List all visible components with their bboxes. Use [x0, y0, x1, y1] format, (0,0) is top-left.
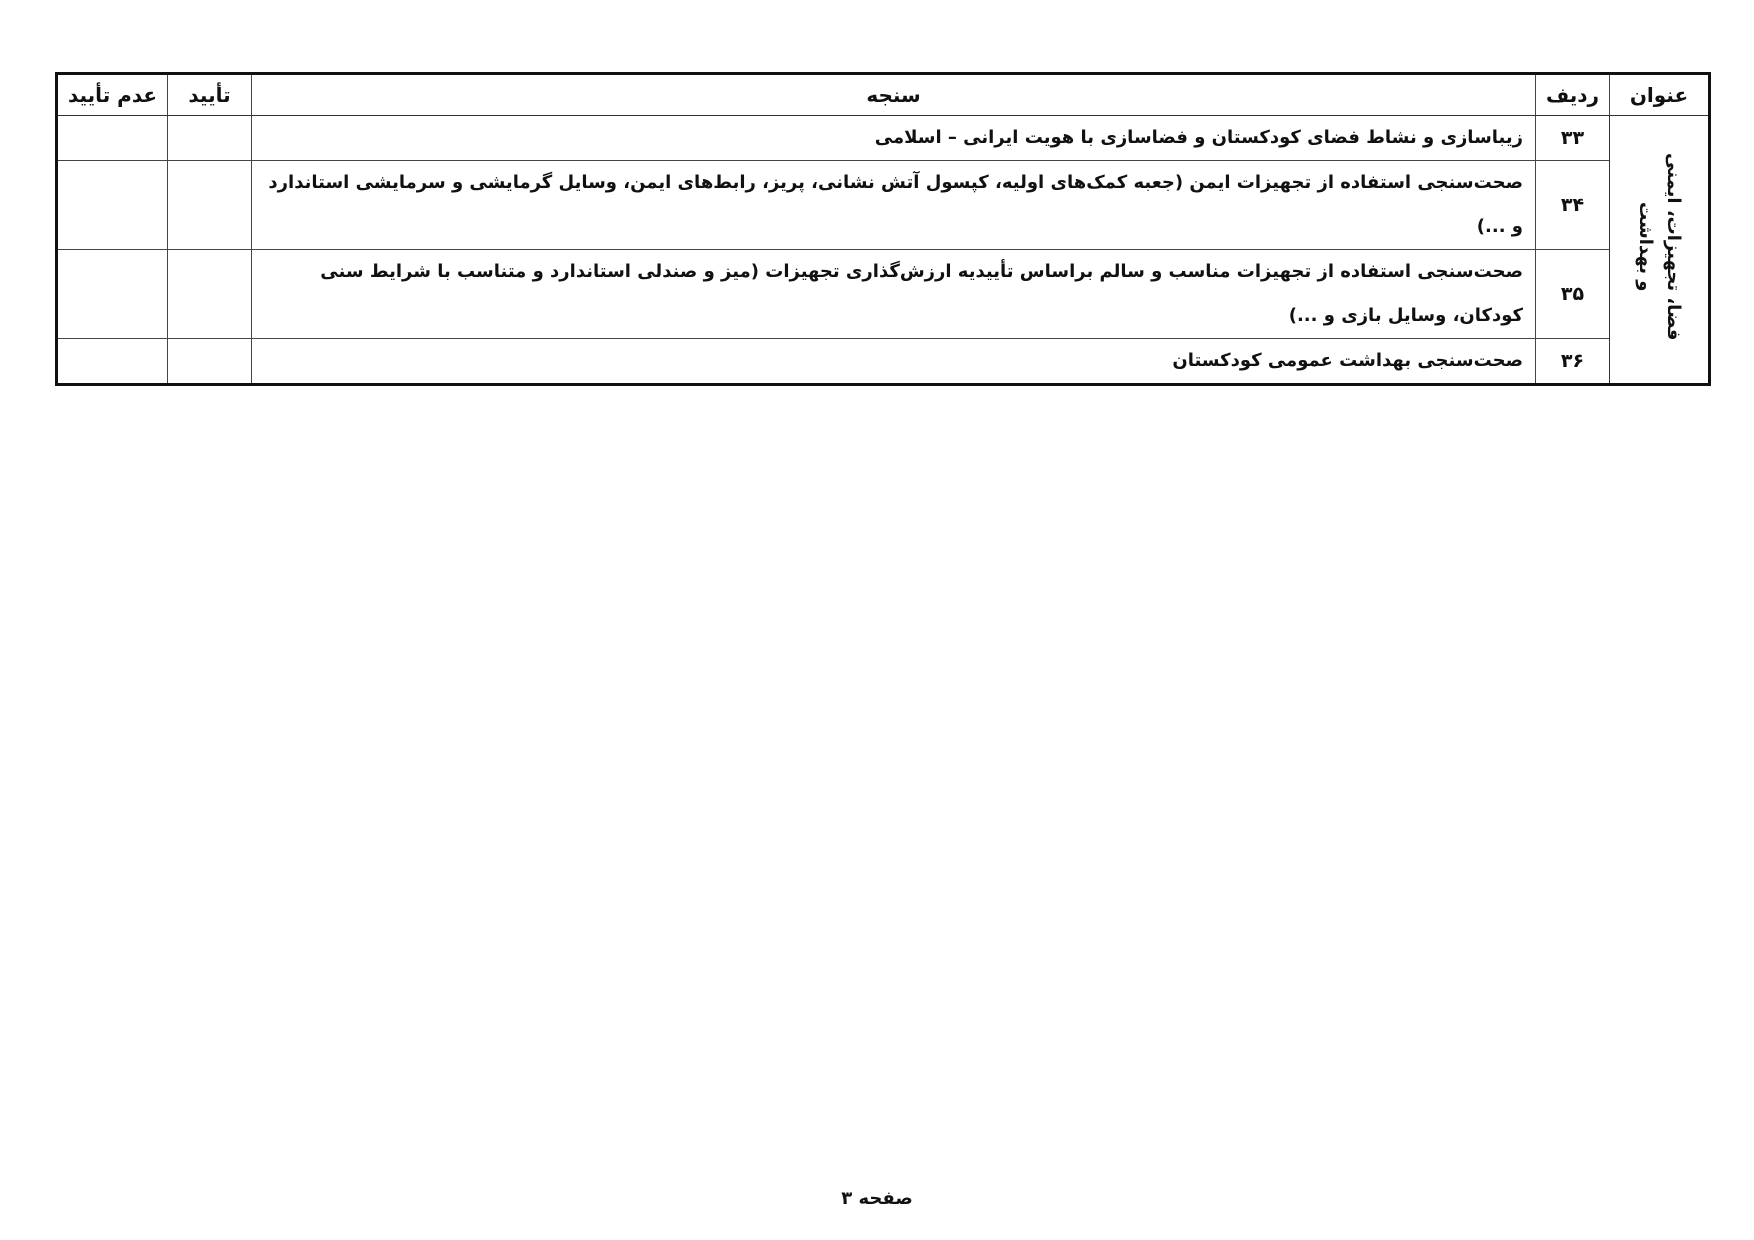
row-number: ۳۴: [1536, 161, 1610, 250]
header-row-number: ردیف: [1536, 74, 1610, 116]
approve-cell[interactable]: [168, 250, 252, 339]
table-row: [57, 250, 1710, 339]
approve-cell[interactable]: [168, 161, 252, 250]
approve-cell[interactable]: [168, 116, 252, 161]
reject-cell[interactable]: [57, 161, 168, 250]
header-title: عنوان: [1610, 74, 1710, 116]
header-metric: سنجه: [252, 74, 1536, 116]
row-number: ۳۳: [1536, 116, 1610, 161]
row-number: ۳۶: [1536, 339, 1610, 385]
checklist-table: [55, 72, 1711, 386]
metric-text: زیباسازی و نشاط فضای کودکستان و فضاسازی با هویت ایرانی – اسلامی: [252, 116, 1536, 161]
metric-text: صحت‌سنجی بهداشت عمومی کودکستان: [252, 339, 1536, 385]
approve-cell[interactable]: [168, 339, 252, 385]
page-number: صفحه ۳: [841, 1188, 913, 1209]
reject-cell[interactable]: [57, 116, 168, 161]
category-cell: [1610, 116, 1710, 385]
table-row: [57, 161, 1710, 250]
table-row: [57, 339, 1710, 385]
metric-text: صحت‌سنجی استفاده از تجهیزات مناسب و سالم براساس تأییدیه ارزش‌گذاری تجهیزات (میز و صندلی استاندارد و متناسب با شرایط سنی کودکان، وسایل بازی و ...): [252, 250, 1536, 339]
header-approve: تأیید: [168, 74, 252, 116]
row-number: ۳۵: [1536, 250, 1610, 339]
reject-cell[interactable]: [57, 339, 168, 385]
reject-cell[interactable]: [57, 250, 168, 339]
metric-text: صحت‌سنجی استفاده از تجهیزات ایمن (جعبه کمک‌های اولیه، کپسول آتش نشانی، پریز، رابط‌های ایمن، وسایل گرمایشی و سرمایشی استاندارد و ...): [252, 161, 1536, 250]
category-label: فضا، تجهیزات، ایمنی و بهداشت: [1635, 153, 1684, 341]
table-header-row: [57, 74, 1710, 116]
table-row: [57, 116, 1710, 161]
header-reject: عدم تأیید: [57, 74, 168, 116]
